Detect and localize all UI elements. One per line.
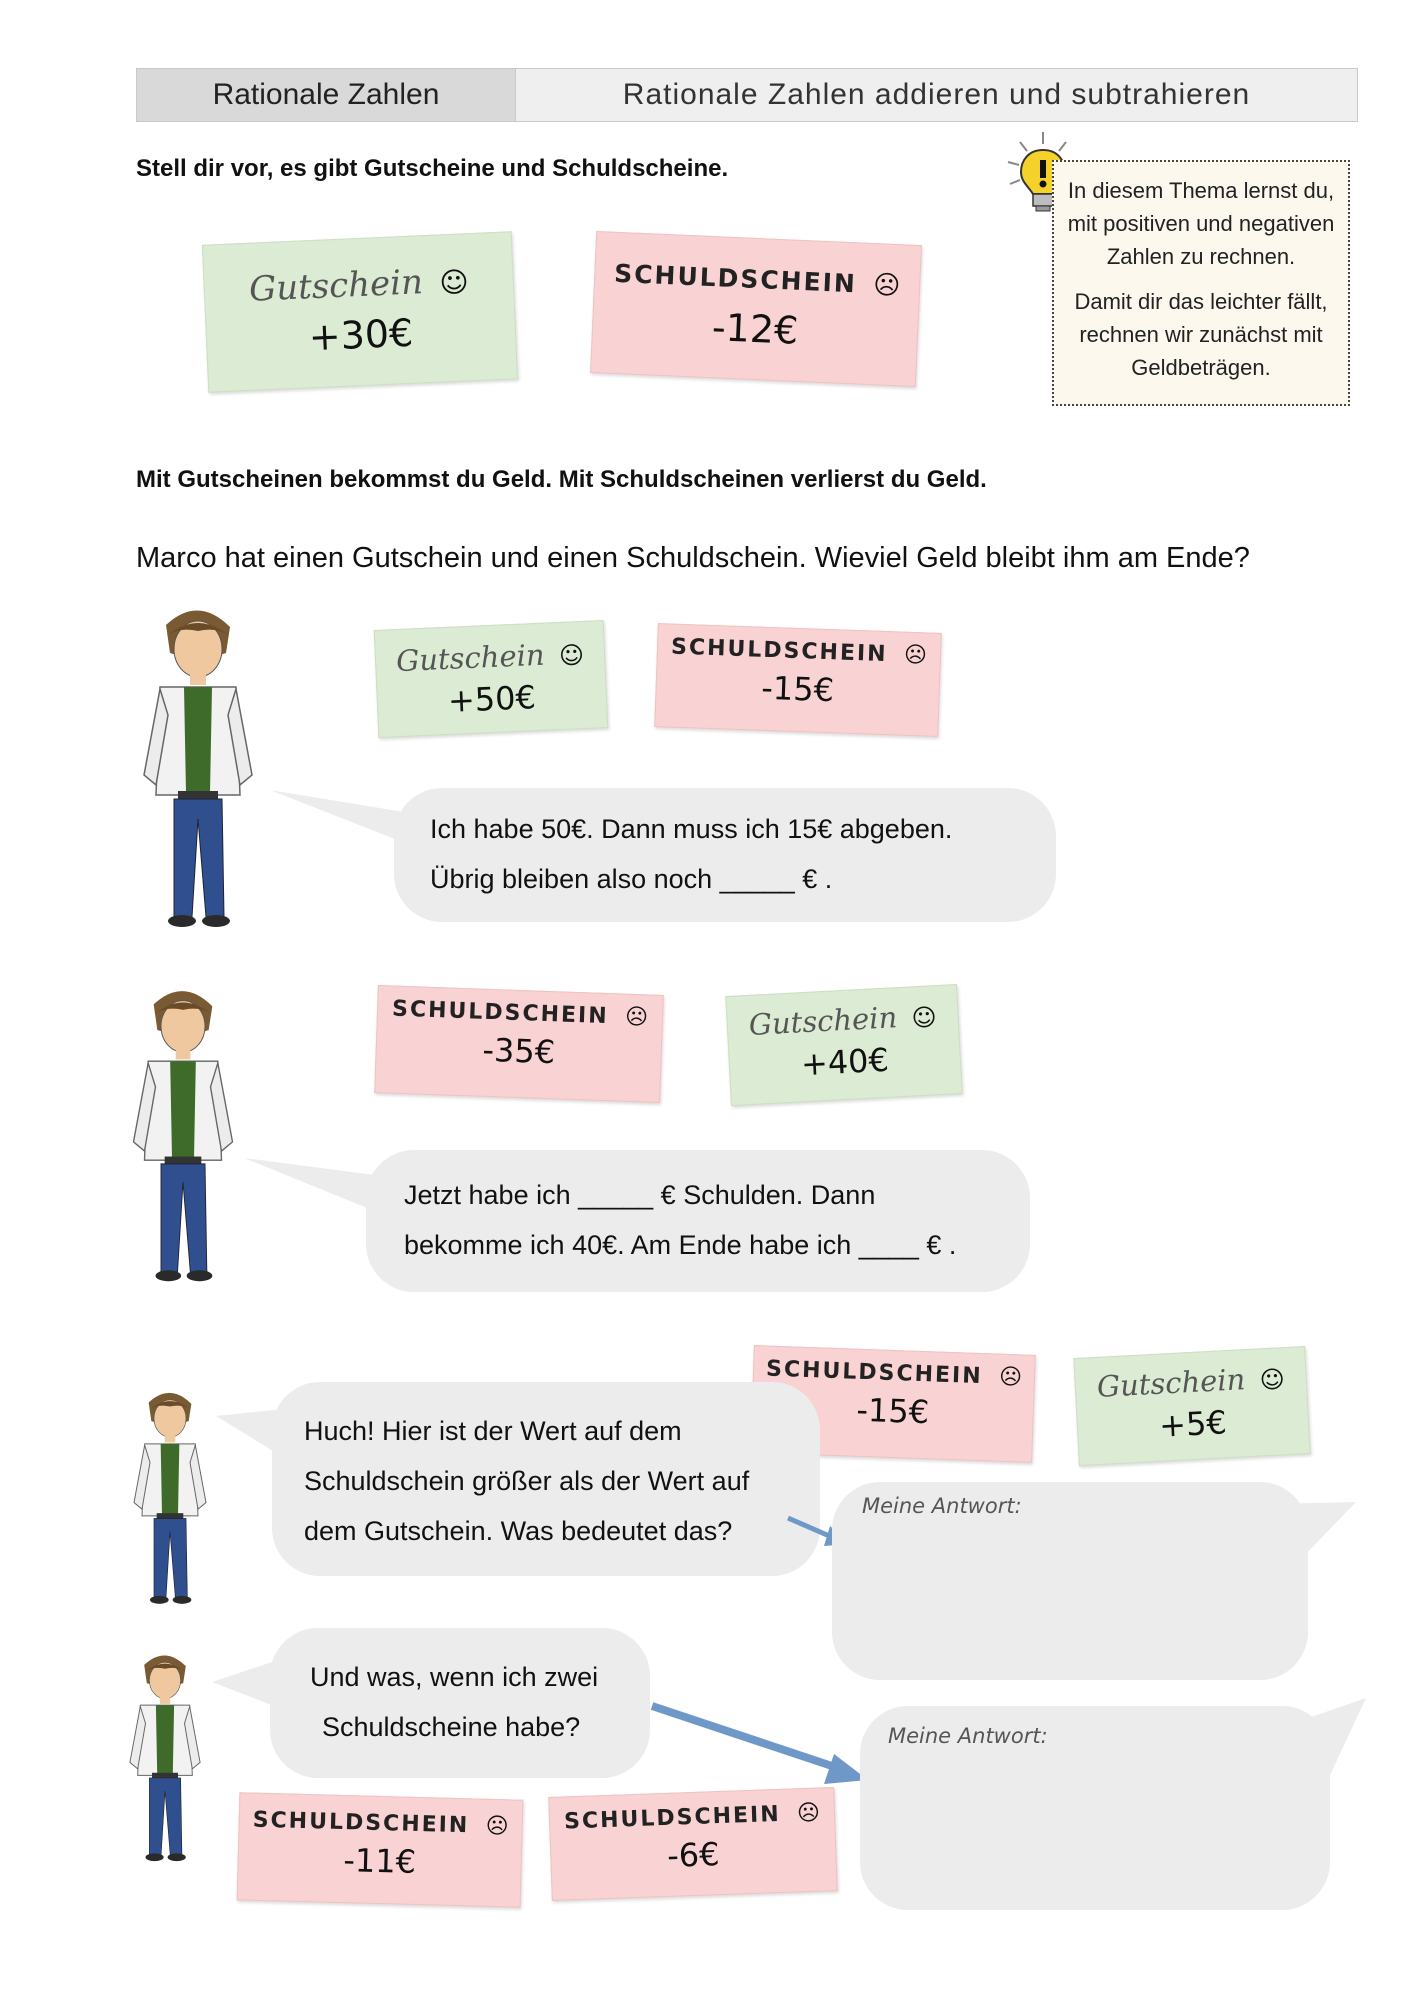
schuldschein-card: [654, 623, 941, 737]
sad-face-icon: ☹: [624, 1004, 649, 1031]
lesson-title: Rationale Zahlen addieren und subtrahieren: [516, 68, 1358, 122]
schuldschein-title: SCHULDSCHEIN: [670, 634, 888, 668]
schuldschein-card: [590, 231, 922, 387]
gutschein-title: Gutschein: [1096, 1362, 1247, 1404]
arrow-icon: [648, 1700, 870, 1790]
bubble-2-line-1: Jetzt habe ich _____ € Schulden. Dann: [404, 1180, 876, 1210]
tip-box: [1052, 160, 1350, 406]
sad-face-icon: ☹: [796, 1800, 821, 1827]
bubble-3-line-1: Huch! Hier ist der Wert auf dem: [304, 1416, 682, 1446]
sad-face-icon: ☹: [903, 642, 928, 669]
gutschein-title: Gutschein: [248, 262, 424, 310]
bubble-1-line-1: Ich habe 50€. Dann muss ich 15€ abgeben.: [430, 814, 953, 844]
gutschein-amount: +30€: [307, 310, 415, 360]
gutschein-card: [202, 231, 518, 392]
smiley-icon: ☺: [910, 1003, 938, 1033]
gutschein-amount: +40€: [800, 1040, 890, 1084]
bubble-1-line-2: Übrig bleiben also noch _____ € .: [430, 864, 833, 894]
schuldschein-amount: -12€: [711, 305, 800, 353]
schuldschein-card: [374, 985, 664, 1103]
marco-figure-1: [138, 605, 258, 930]
answer-label-2: Meine Antwort:: [888, 1724, 1048, 1748]
gutschein-card: [725, 984, 962, 1106]
schuldschein-title: SCHULDSCHEIN: [252, 1807, 470, 1839]
gutschein-card: [1073, 1346, 1310, 1466]
schuldschein-amount: -11€: [342, 1841, 417, 1881]
schuldschein-title: SCHULDSCHEIN: [613, 258, 858, 299]
schuldschein-amount: -15€: [855, 1390, 930, 1432]
gutschein-card: [374, 620, 608, 738]
schuldschein-amount: -15€: [760, 668, 835, 710]
gutschein-amount: +50€: [447, 678, 537, 720]
tip-text-1: In diesem Thema lernst du, mit positiven und negativen Zahlen zu rechnen.: [1067, 178, 1335, 269]
schuldschein-card: [237, 1792, 524, 1907]
question-text: Marco hat einen Gutschein und einen Schuldschein. Wieviel Geld bleibt ihm am Ende?: [136, 542, 1250, 574]
marco-figure-4: [126, 1640, 204, 1875]
schuldschein-title: SCHULDSCHEIN: [563, 1801, 782, 1835]
gutschein-amount: +5€: [1158, 1403, 1228, 1445]
sad-face-icon: ☹: [872, 270, 901, 302]
explanation-text: Mit Gutscheinen bekommst du Geld. Mit Schuldscheinen verlierst du Geld.: [136, 466, 987, 493]
tip-text-2: Damit dir das leichter fällt, rechnen wir zunächst mit Geldbeträgen.: [1074, 289, 1328, 380]
schuldschein-title: SCHULDSCHEIN: [765, 1356, 984, 1390]
topic-label: Rationale Zahlen: [136, 68, 516, 122]
bubble-3-line-3: dem Gutschein. Was bedeutet das?: [304, 1516, 733, 1546]
bubble-2-line-2: bekomme ich 40€. Am Ende habe ich ____ € .: [404, 1230, 957, 1260]
marco-figure-2: [128, 970, 238, 1300]
gutschein-title: Gutschein: [395, 637, 546, 679]
bubble-4-line-2: Schuldscheine habe?: [322, 1712, 581, 1742]
schuldschein-amount: -6€: [666, 1835, 721, 1875]
schuldschein-title: SCHULDSCHEIN: [391, 996, 610, 1030]
schuldschein-card: [548, 1787, 837, 1901]
schuldschein-amount: -35€: [481, 1030, 556, 1072]
gutschein-title: Gutschein: [747, 1000, 898, 1042]
bubble-3-line-2: Schuldschein größer als der Wert auf: [304, 1466, 750, 1496]
sad-face-icon: ☹: [485, 1813, 509, 1840]
answer-label-1: Meine Antwort:: [862, 1494, 1022, 1518]
smiley-icon: ☺: [1258, 1365, 1286, 1395]
smiley-icon: ☺: [438, 265, 470, 300]
intro-text: Stell dir vor, es gibt Gutscheine und Schuldscheine.: [136, 155, 729, 182]
sad-face-icon: ☹: [998, 1364, 1023, 1391]
marco-figure-3: [130, 1380, 210, 1615]
bubble-4-line-1: Und was, wenn ich zwei: [310, 1662, 599, 1692]
smiley-icon: ☺: [558, 640, 585, 670]
